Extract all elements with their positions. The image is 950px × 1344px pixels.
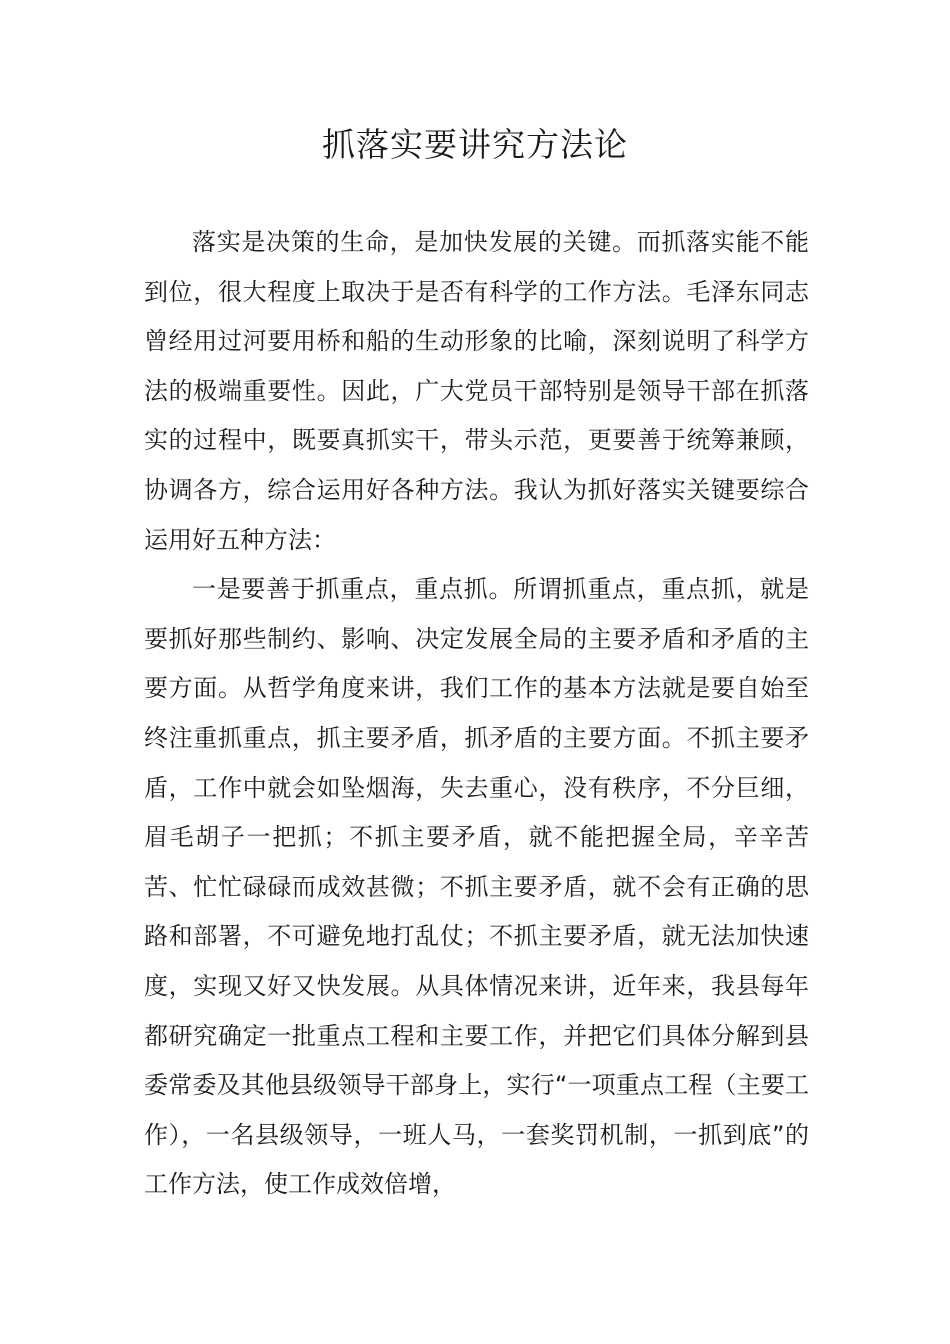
paragraph-intro: 落实是决策的生命，是加快发展的关键。而抓落实能不能到位，很大程度上取决于是否有科学的工作方法。毛泽东同志曾经用过河要用桥和船的生动形象的比喻，深刻说明了科学方法的极端重要性。因此，广大党员干部特别是领导干部在抓落实的过程中，既要真抓实干，带头示范，更要善于统筹兼顾，协调各方，综合运用好各种方法。我认为抓好落实关键要综合运用好五种方法： (144, 228, 809, 554)
document-title: 抓落实要讲究方法论 (322, 125, 628, 164)
document-body (144, 218, 809, 1210)
paragraph-method-one: 一是要善于抓重点，重点抓。所谓抓重点，重点抓，就是要抓好那些制约、影响、决定发展全局的主要矛盾和矛盾的主要方面。从哲学角度来讲，我们工作的基本方法就是要自始至终注重抓重点，抓主要矛盾，抓矛盾的主要方面。不抓主要矛盾，工作中就会如坠烟海，失去重心，没有秩序，不分巨细，眉毛胡子一把抓；不抓主要矛盾，就不能把握全局，辛辛苦苦、忙忙碌碌而成效甚微；不抓主要矛盾，就不会有正确的思路和部署，不可避免地打乱仗；不抓主要矛盾，就无法加快速度，实现又好又快发展。从具体情况来讲，近年来，我县每年都研究确定一批重点工程和主要工作，并把它们具体分解到县委常委及其他县级领导干部身上，实行“一项重点工程（主要工作），一名县级领导，一班人马，一套奖罚机制，一抓到底”的工作方法，使工作成效倍增， (144, 575, 809, 1199)
